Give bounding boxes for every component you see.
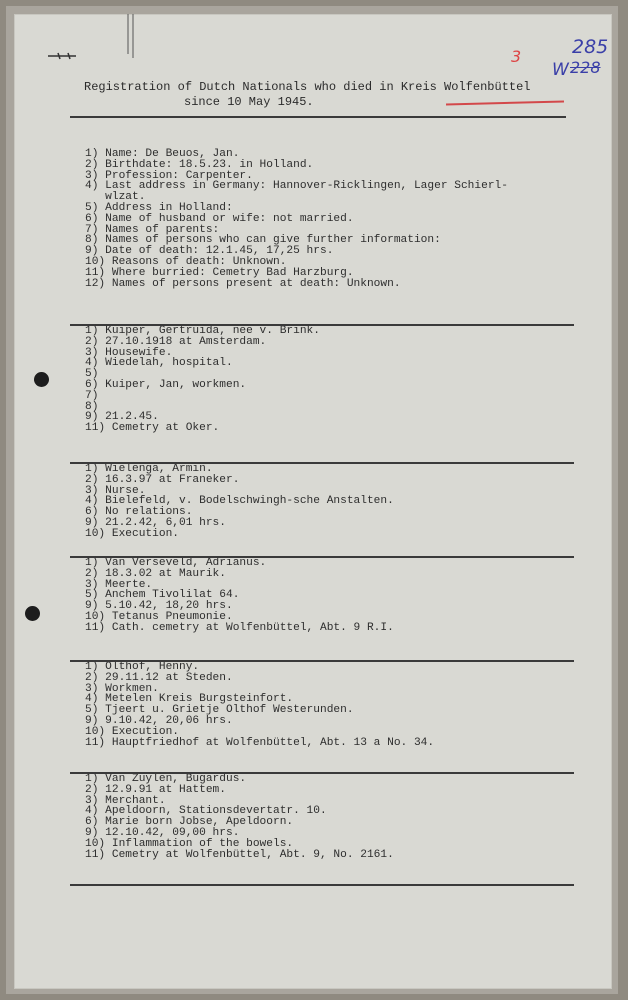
record-entry [85, 326, 320, 434]
record-line: 9) 21.2.45. [85, 411, 159, 424]
record-line: 1) Name: De Beuos, Jan. [85, 148, 240, 160]
record-entry [85, 774, 394, 860]
record-line: 11) Cemetry at Wolfenbüttel, Abt. 9, No. 2161. [85, 848, 394, 861]
record-line: 3) Meerte. [85, 578, 153, 591]
record-line: 3) Nurse. [85, 484, 146, 497]
record-entry [85, 558, 394, 634]
archive-letter: W [552, 60, 569, 80]
record-line: 1) Wielenga, Armin. [85, 463, 213, 475]
record-line: 10) Inflammation of the bowels. [85, 837, 294, 850]
record-line: 11) Where burried: Cemetry Bad Harzburg. [85, 266, 354, 279]
staple-mark [46, 52, 80, 60]
record-line: 1) Olthof, Henny. [85, 661, 200, 673]
divider [70, 116, 566, 118]
divider [70, 556, 574, 558]
record-line: 1) Van Verseveld, Adrianus. [85, 557, 267, 569]
record-line: 4) Metelen Kreis Burgsteinfort. [85, 693, 294, 706]
record-line: 2) 29.11.12 at Steden. [85, 671, 233, 684]
archive-number: 285 [572, 36, 609, 58]
record-line: 4) Apeldoorn, Stationsdevertatr. 10. [85, 805, 327, 818]
record-line: 11) Hauptfriedhof at Wolfenbüttel, Abt. 13 a No. 34. [85, 736, 435, 749]
record-line: 12) Names of persons present at death: Unknown. [85, 277, 401, 290]
record-line: 7) [85, 389, 99, 402]
record-line: 1) Van Zuylen, Bugardus. [85, 773, 247, 785]
divider [70, 884, 574, 886]
record-line: wlzat. [85, 191, 146, 204]
record-line: 6) Marie born Jobse, Apeldoorn. [85, 816, 294, 829]
title-line-1: Registration of Dutch Nationals who died in Kreis Wolfenbüttel [84, 80, 531, 94]
divider [70, 324, 574, 326]
record-line: 3) Profession: Carpenter. [85, 169, 253, 182]
record-line: 7) Names of parents: [85, 223, 220, 236]
record-line: 5) Address in Holland: [85, 201, 233, 214]
divider [70, 660, 574, 662]
record-line: 11) Cath. cemetry at Wolfenbüttel, Abt. 9 R.I. [85, 621, 394, 634]
record-line: 3) Workmen. [85, 682, 159, 695]
record-line: 2) Birthdate: 18.5.23. in Holland. [85, 158, 314, 171]
record-line: 4) Wiedelah, hospital. [85, 357, 233, 370]
struck-number: 228 [570, 58, 601, 77]
record-line: 9) 12.10.42, 09,00 hrs. [85, 826, 240, 839]
record-line: 10) Reasons of death: Unknown. [85, 255, 287, 268]
record-line: 9) Date of death: 12.1.45, 17,25 hrs. [85, 245, 334, 258]
record-line: 1) Kuiper, Gertruida, nee v. Brink. [85, 325, 320, 337]
record-line: 5) Anchem Tivolilat 64. [85, 589, 240, 602]
record-line: 4) Last address in Germany: Hannover-Ricklingen, Lager Schierl- [85, 180, 508, 193]
record-line: 10) Execution. [85, 725, 179, 738]
record-line: 4) Bielefeld, v. Bodelschwingh-sche Anstalten. [85, 495, 394, 508]
title-line-2: since 10 May 1945. [184, 95, 314, 109]
record-line: 10) Tetanus Pneumonie. [85, 610, 233, 623]
record-line: 5) [85, 368, 99, 381]
record-line: 6) No relations. [85, 506, 193, 519]
record-entry [85, 149, 508, 289]
record-line: 6) Name of husband or wife: not married. [85, 212, 354, 225]
record-line: 2) 27.10.1918 at Amsterdam. [85, 335, 267, 348]
record-line: 2) 18.3.02 at Maurik. [85, 567, 226, 580]
record-line: 9) 9.10.42, 20,06 hrs. [85, 714, 233, 727]
record-line: 2) 16.3.97 at Franeker. [85, 473, 240, 486]
divider [70, 772, 574, 774]
record-line: 8) [85, 400, 99, 413]
record-line: 11) Cemetry at Oker. [85, 422, 220, 435]
punch-hole [25, 606, 40, 621]
record-entry [85, 662, 434, 748]
record-line: 2) 12.9.91 at Hattem. [85, 783, 226, 796]
record-line: 3) Housewife. [85, 346, 173, 359]
edge-mark [126, 14, 136, 58]
document-title [84, 80, 574, 110]
record-entry [85, 464, 394, 540]
record-line: 10) Execution. [85, 527, 179, 540]
divider [70, 462, 574, 464]
punch-hole [34, 372, 49, 387]
record-line: 5) Tjeert u. Grietje Olthof Westerunden. [85, 704, 354, 717]
record-line: 8) Names of persons who can give further information: [85, 234, 441, 247]
record-line: 9) 21.2.42, 6,01 hrs. [85, 516, 226, 529]
red-annotation: 3 [511, 47, 522, 66]
record-line: 3) Merchant. [85, 794, 166, 807]
record-line: 9) 5.10.42, 18,20 hrs. [85, 600, 233, 613]
record-line: 6) Kuiper, Jan, workmen. [85, 378, 247, 391]
